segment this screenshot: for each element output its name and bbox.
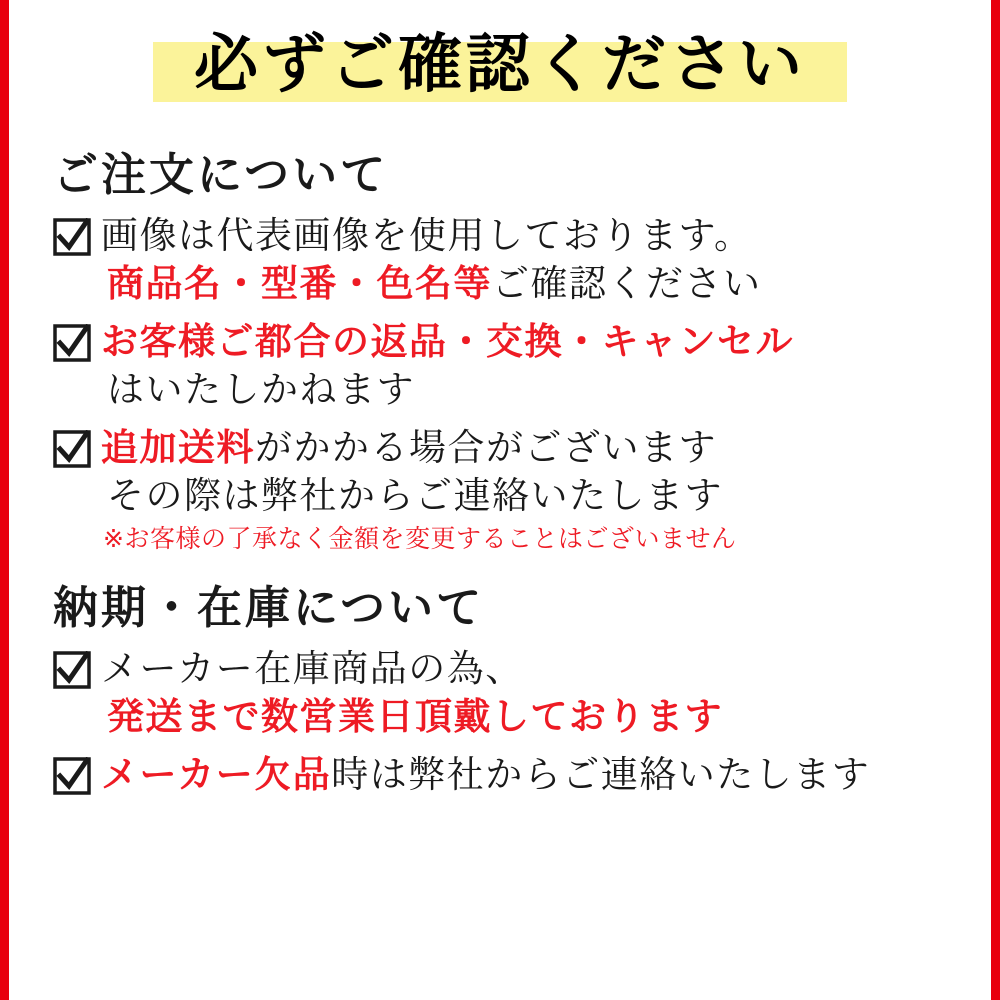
text-run: 商品名・型番・色名等 [107, 262, 492, 306]
item-text [101, 424, 955, 555]
notice-section [45, 581, 955, 799]
text-run: その際は弊社からご連絡いたします [107, 474, 723, 518]
check-item-1-0 [53, 645, 955, 741]
item-text [101, 645, 955, 741]
text-run: はいたしかねます [107, 368, 415, 412]
item-line [101, 366, 955, 414]
section-heading-0: ご注文について [53, 148, 389, 201]
check-item-1-1 [53, 751, 955, 799]
page-title [45, 0, 955, 130]
item-line [101, 212, 955, 260]
item-text [101, 212, 955, 308]
text-run: メーカー在庫商品の為、 [101, 647, 524, 691]
checkbox-checked-icon [53, 430, 91, 468]
item-line [101, 693, 955, 741]
item-line [101, 645, 955, 693]
text-run: ご確認ください [492, 262, 762, 306]
checkbox-checked-icon [53, 757, 91, 795]
text-run: 発送まで数営業日頂戴しております [107, 695, 723, 739]
section-heading-1: 納期・在庫について [53, 581, 485, 635]
sections-container [45, 148, 955, 799]
page-title-text: 必ずご確認ください [194, 28, 806, 102]
checkbox-checked-icon [53, 218, 91, 256]
text-run: 時は弊社からご連絡いたします [331, 753, 871, 797]
section-items [45, 212, 955, 555]
item-text [101, 751, 955, 799]
item-line [101, 318, 955, 366]
item-line [101, 751, 955, 799]
item-line [101, 260, 955, 308]
text-run: お客様ご都合の返品・交換・キャンセル [101, 320, 794, 364]
section-items [45, 645, 955, 799]
text-run: メーカー欠品 [101, 753, 332, 797]
item-line [101, 424, 955, 472]
text-run: がかかる場合がございます [255, 426, 717, 470]
text-run: 画像は代表画像を使用しております。 [101, 214, 753, 257]
text-run: 追加送料 [101, 426, 255, 470]
check-item-0-2 [53, 424, 955, 555]
checkbox-checked-icon [53, 651, 91, 689]
item-line [101, 472, 955, 520]
check-item-0-1 [53, 318, 955, 414]
notice-section [45, 148, 955, 555]
item-note: ※お客様の了承なく金額を変更することはございません [103, 523, 737, 553]
check-item-0-0 [53, 212, 955, 308]
item-text [101, 318, 955, 414]
checkbox-checked-icon [53, 324, 91, 362]
notice-content [9, 0, 991, 1000]
